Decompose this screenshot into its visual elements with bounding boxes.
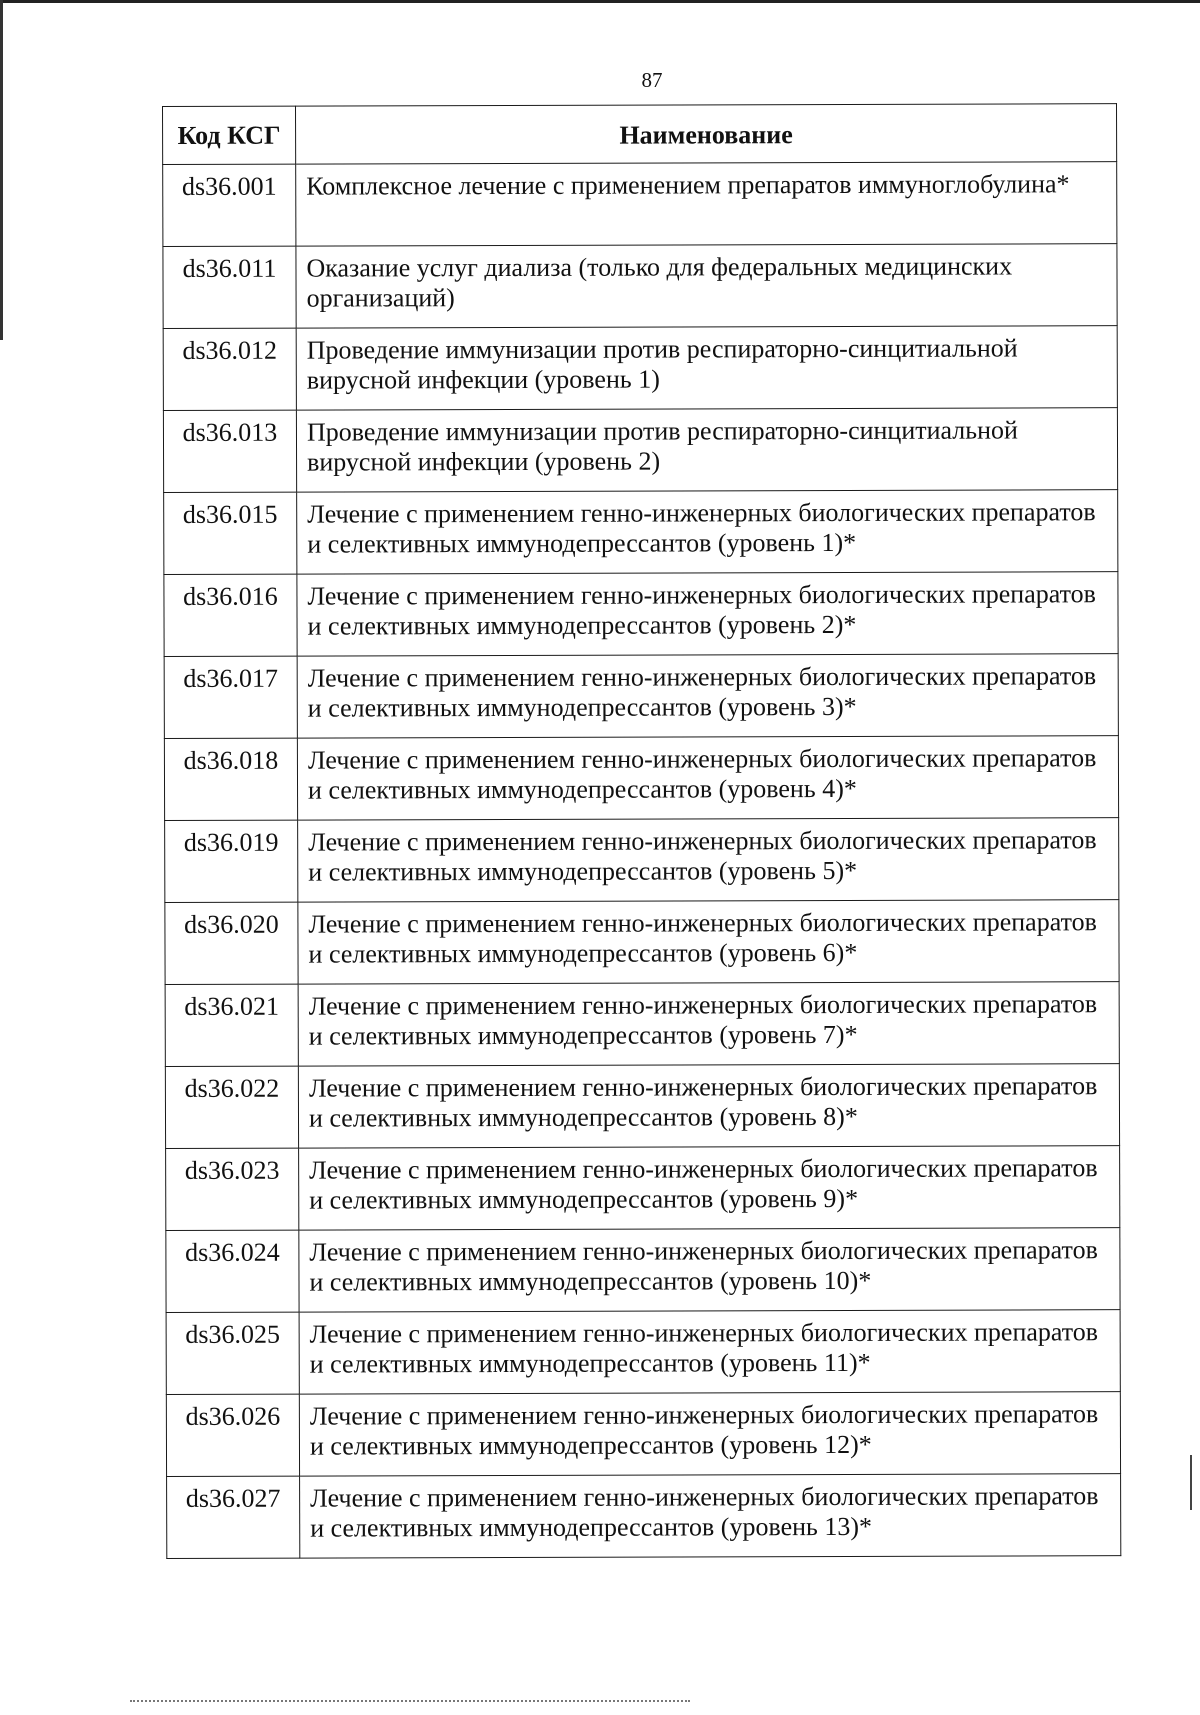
table-row <box>165 1064 1119 1149</box>
table-row <box>164 490 1118 575</box>
ksg-name: Комплексное лечение с применением препаратов иммуноглобулина* <box>296 162 1117 246</box>
table-header <box>163 104 1117 165</box>
ksg-name: Лечение с применением генно-инженерных биологических препаратов и селективных иммунодепрессантов (уровень 5)* <box>298 818 1119 902</box>
scan-mark-right <box>1190 1455 1192 1510</box>
ksg-name: Лечение с применением генно-инженерных биологических препаратов и селективных иммунодепрессантов (уровень 10)* <box>299 1228 1120 1312</box>
ksg-name: Проведение иммунизации против респираторно-синцитиальной вирусной инфекции (уровень 1) <box>296 326 1117 410</box>
ksg-code: ds36.016 <box>164 574 297 656</box>
scan-edge-top <box>0 0 1200 3</box>
ksg-code: ds36.020 <box>165 902 298 984</box>
ksg-code: ds36.017 <box>164 656 297 738</box>
ksg-code: ds36.024 <box>166 1230 299 1312</box>
table-row <box>166 1228 1120 1313</box>
table-row <box>166 1310 1120 1395</box>
header-name: Наименование <box>296 104 1117 164</box>
ksg-name: Лечение с применением генно-инженерных биологических препаратов и селективных иммунодепрессантов (уровень 4)* <box>297 736 1118 820</box>
ksg-name: Лечение с применением генно-инженерных биологических препаратов и селективных иммунодепрессантов (уровень 8)* <box>298 1064 1119 1148</box>
table-row <box>164 654 1118 739</box>
ksg-code: ds36.021 <box>165 984 298 1066</box>
ksg-code: ds36.019 <box>165 820 298 902</box>
ksg-code: ds36.026 <box>166 1394 299 1476</box>
table-row <box>164 736 1118 821</box>
table-row <box>167 1474 1121 1559</box>
ksg-code: ds36.023 <box>166 1148 299 1230</box>
ksg-table <box>162 103 1121 1559</box>
ksg-name: Лечение с применением генно-инженерных биологических препаратов и селективных иммунодепрессантов (уровень 11)* <box>299 1310 1120 1394</box>
ksg-code: ds36.011 <box>163 246 296 328</box>
table-body <box>163 162 1121 1559</box>
ksg-name: Лечение с применением генно-инженерных биологических препаратов и селективных иммунодепрессантов (уровень 9)* <box>299 1146 1120 1230</box>
ksg-name: Лечение с применением генно-инженерных биологических препаратов и селективных иммунодепрессантов (уровень 12)* <box>299 1392 1120 1476</box>
ksg-code: ds36.001 <box>163 164 296 246</box>
ksg-name: Лечение с применением генно-инженерных биологических препаратов и селективных иммунодепрессантов (уровень 2)* <box>297 572 1118 656</box>
table-row <box>163 244 1117 329</box>
table-row <box>165 818 1119 903</box>
page-number: 87 <box>641 68 663 92</box>
header-code: Код КСГ <box>163 106 296 164</box>
scan-mark-bottom <box>130 1700 690 1704</box>
table-row <box>166 1146 1120 1231</box>
table-row <box>163 326 1117 411</box>
ksg-code: ds36.025 <box>166 1312 299 1394</box>
table-row <box>163 162 1117 247</box>
ksg-code: ds36.012 <box>163 328 296 410</box>
header-row <box>163 104 1117 165</box>
table-row <box>166 1392 1120 1477</box>
ksg-code: ds36.027 <box>167 1476 300 1558</box>
ksg-name: Лечение с применением генно-инженерных биологических препаратов и селективных иммунодепрессантов (уровень 6)* <box>298 900 1119 984</box>
ksg-code: ds36.013 <box>163 410 296 492</box>
ksg-code: ds36.015 <box>164 492 297 574</box>
ksg-name: Лечение с применением генно-инженерных биологических препаратов и селективных иммунодепрессантов (уровень 1)* <box>297 490 1118 574</box>
ksg-name: Лечение с применением генно-инженерных биологических препаратов и селективных иммунодепрессантов (уровень 13)* <box>300 1474 1121 1558</box>
ksg-name: Лечение с применением генно-инженерных биологических препаратов и селективных иммунодепрессантов (уровень 3)* <box>297 654 1118 738</box>
table-row <box>163 408 1117 493</box>
table-row <box>164 572 1118 657</box>
ksg-code: ds36.018 <box>164 738 297 820</box>
ksg-name: Оказание услуг диализа (только для федеральных медицинских организаций) <box>296 244 1117 328</box>
ksg-code: ds36.022 <box>165 1066 298 1148</box>
ksg-name: Лечение с применением генно-инженерных биологических препаратов и селективных иммунодепрессантов (уровень 7)* <box>298 982 1119 1066</box>
table-row <box>165 900 1119 985</box>
ksg-name: Проведение иммунизации против респираторно-синцитиальной вирусной инфекции (уровень 2) <box>296 408 1117 492</box>
table-row <box>165 982 1119 1067</box>
scan-edge-left <box>0 0 3 340</box>
